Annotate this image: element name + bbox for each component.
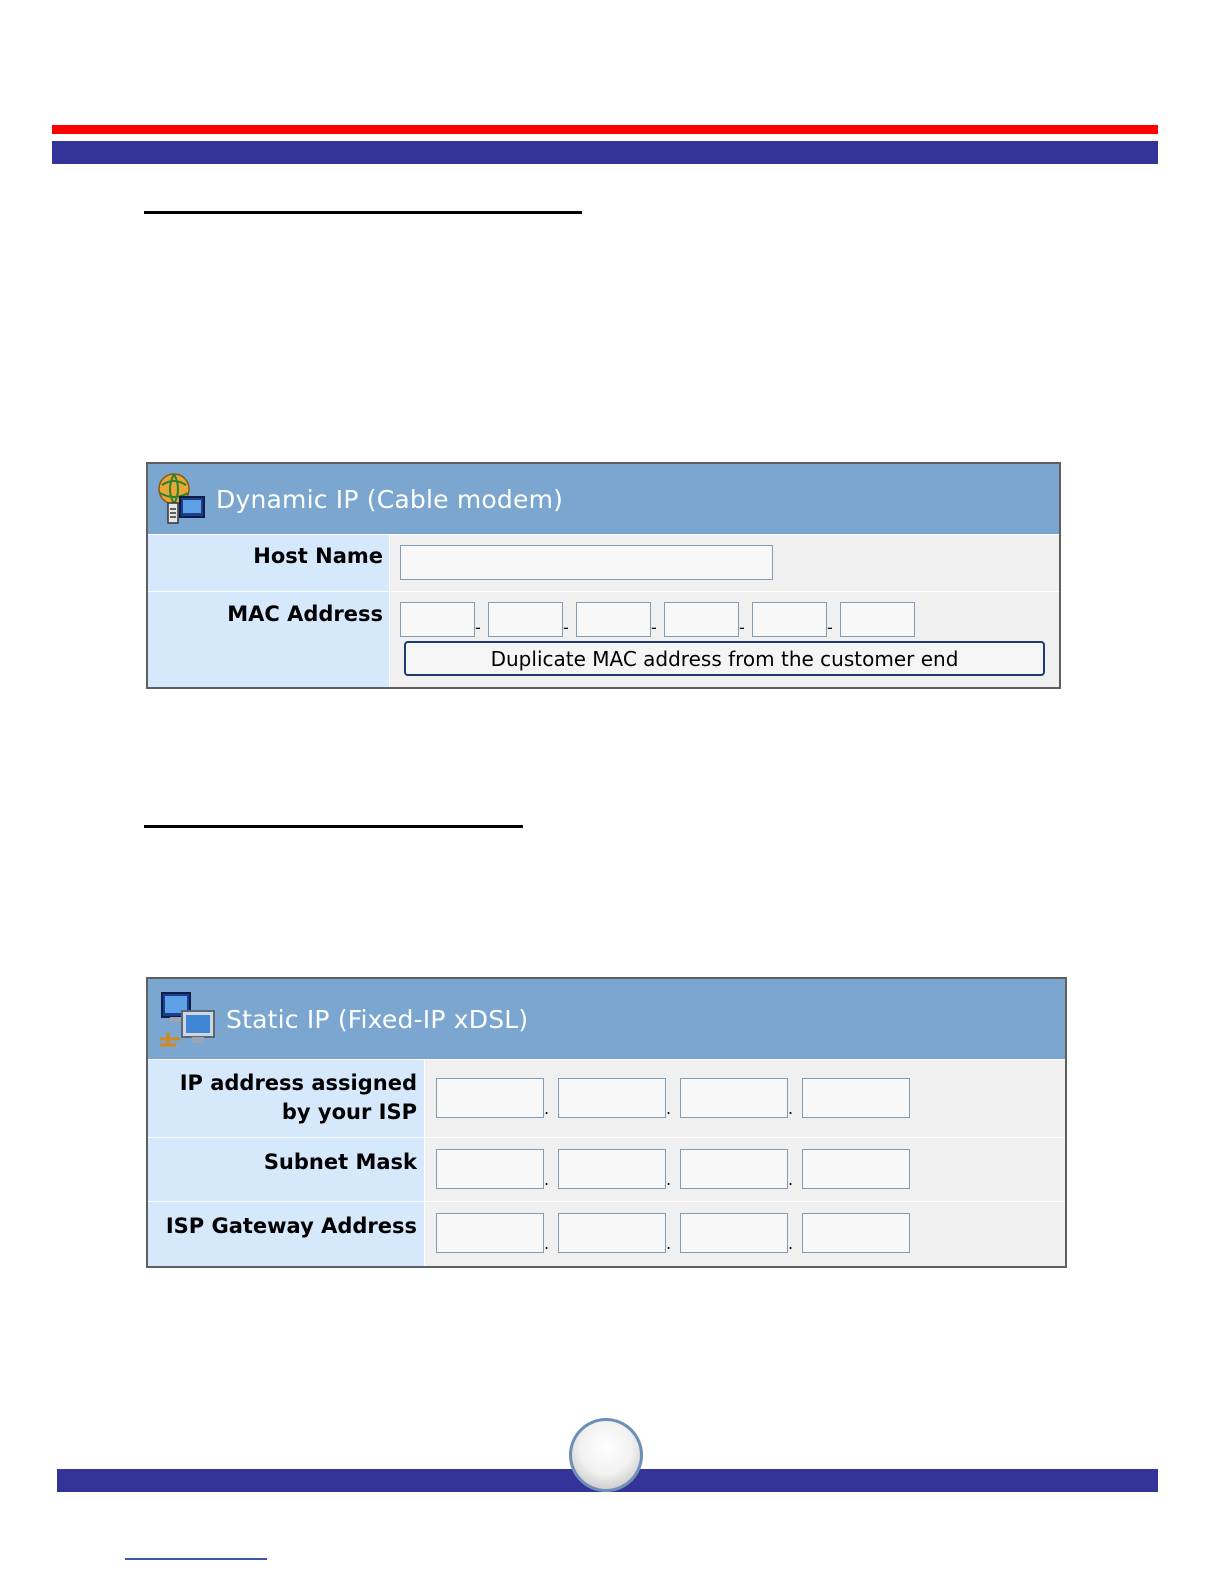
section-heading-rule — [144, 211, 582, 214]
mac-octet-3-input[interactable] — [576, 602, 651, 637]
gateway-octet-2-input[interactable] — [558, 1213, 666, 1253]
ip-octet-4-input[interactable] — [802, 1078, 910, 1118]
mac-separator: - — [739, 618, 745, 637]
globe-computer-icon — [154, 469, 210, 529]
static-ip-panel — [146, 977, 1067, 1268]
subnet-octet-3-input[interactable] — [680, 1149, 788, 1189]
section-heading-rule — [144, 825, 523, 828]
page-number-badge — [569, 1418, 643, 1492]
octet-separator: . — [544, 1170, 550, 1189]
row-divider — [148, 591, 1059, 592]
networked-computers-icon — [156, 987, 220, 1051]
header-red-bar — [52, 125, 1158, 134]
dynamic-ip-panel-title: Dynamic IP (Cable modem) — [216, 484, 564, 514]
dynamic-ip-panel — [146, 462, 1061, 689]
octet-separator: . — [788, 1234, 794, 1253]
gateway-address-label: ISP Gateway Address — [165, 1214, 417, 1238]
mac-octet-6-input[interactable] — [840, 602, 915, 637]
ip-address-label — [180, 1069, 417, 1127]
mac-octet-2-input[interactable] — [488, 602, 563, 637]
octet-separator: . — [788, 1099, 794, 1118]
row-divider — [148, 1137, 1065, 1138]
ip-address-label-line2: by your ISP — [281, 1100, 417, 1124]
octet-separator: . — [544, 1234, 550, 1253]
gateway-octet-4-input[interactable] — [802, 1213, 910, 1253]
dynamic-ip-panel-header — [148, 464, 1059, 535]
subnet-octet-4-input[interactable] — [802, 1149, 910, 1189]
subnet-mask-label: Subnet Mask — [263, 1150, 417, 1174]
row-divider — [148, 1201, 1065, 1202]
static-ip-panel-title: Static IP (Fixed-IP xDSL) — [226, 1004, 529, 1034]
header-blue-bar — [52, 141, 1158, 164]
mac-separator: - — [475, 618, 481, 637]
mac-octet-4-input[interactable] — [664, 602, 739, 637]
host-name-label: Host Name — [253, 544, 383, 568]
host-name-input[interactable] — [400, 545, 773, 580]
static-ip-panel-header — [148, 979, 1065, 1060]
mac-separator: - — [563, 618, 569, 637]
subnet-octet-2-input[interactable] — [558, 1149, 666, 1189]
ip-octet-3-input[interactable] — [680, 1078, 788, 1118]
mac-octet-5-input[interactable] — [752, 602, 827, 637]
subnet-octet-1-input[interactable] — [436, 1149, 544, 1189]
octet-separator: . — [666, 1234, 672, 1253]
gateway-octet-1-input[interactable] — [436, 1213, 544, 1253]
ip-octet-1-input[interactable] — [436, 1078, 544, 1118]
gateway-octet-3-input[interactable] — [680, 1213, 788, 1253]
mac-separator: - — [651, 618, 657, 637]
octet-separator: . — [544, 1099, 550, 1118]
octet-separator: . — [666, 1170, 672, 1189]
octet-separator: . — [788, 1170, 794, 1189]
ip-octet-2-input[interactable] — [558, 1078, 666, 1118]
mac-octet-1-input[interactable] — [400, 602, 475, 637]
duplicate-mac-button[interactable]: Duplicate MAC address from the customer end — [404, 641, 1045, 676]
mac-address-label: MAC Address — [227, 602, 383, 626]
footer-link-underline — [125, 1558, 267, 1560]
mac-separator: - — [827, 618, 833, 637]
ip-address-label-line1: IP address assigned — [179, 1071, 417, 1095]
octet-separator: . — [666, 1099, 672, 1118]
